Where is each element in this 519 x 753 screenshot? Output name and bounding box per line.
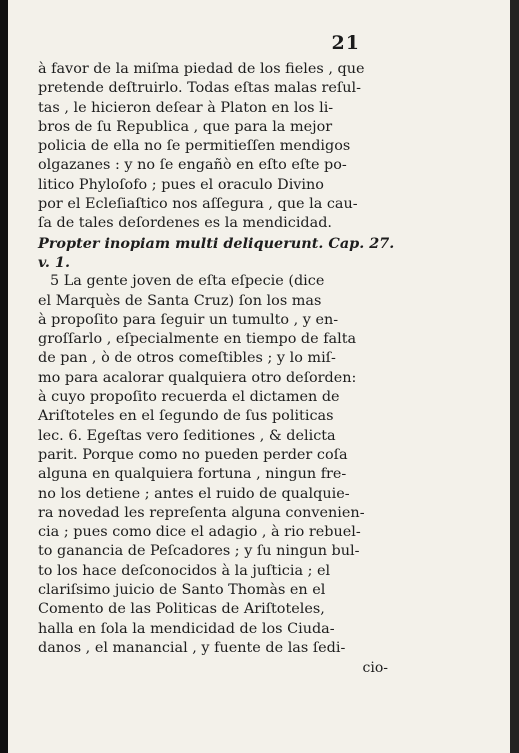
text-line: por el Ecleſiaſtico nos aſſegura , que la cau- (38, 196, 358, 213)
text-line: no los detiene ; antes el ruido de qualquie- (38, 485, 350, 502)
text-line: to ganancia de Peſcadores ; y ſu ningun bul- (38, 543, 360, 560)
text-line: bros de ſu Republica , que para la mejor (38, 118, 333, 135)
text-line: danos , el manancial , y fuente de las ſedi- (38, 639, 346, 656)
text-line: à cuyo propoſito recuerda el dictamen de (38, 389, 340, 406)
text-line: mo para acalorar qualquiera otro deſorden: (38, 369, 357, 386)
latin-quote-line: Propter inopiam multi deliquerunt. Cap. 27. (38, 234, 395, 252)
text-line: litico Phyloſofo ; pues el oraculo Divino (38, 176, 324, 193)
text-line: clariſsimo juicio de Santo Thomàs en el (38, 582, 326, 599)
page-number: 21 (331, 32, 360, 54)
text-line: ra novedad les repreſenta alguna convenien- (38, 504, 365, 521)
catchword: cio- (362, 660, 388, 676)
text-line: à propoſito para ſeguir un tumulto , y en- (38, 311, 339, 328)
text-line: to los hace deſconocidos à la juſticia ; el (38, 562, 331, 579)
text-line: Comento de las Politicas de Ariſtoteles, (38, 601, 325, 618)
book-page (8, 0, 510, 753)
text-line: olgazanes : y no ſe engañò en eſto eſte po- (38, 157, 347, 174)
text-line: halla en ſola la mendicidad de los Ciuda- (38, 620, 335, 637)
text-line: lec. 6. Egeſtas vero ſeditiones , & delicta (38, 427, 336, 444)
text-line: de pan , ò de otros comeſtibles ; y lo miſ- (38, 350, 336, 367)
text-line: alguna en qualquiera fortuna , ningun fre- (38, 466, 347, 483)
text-line: cia ; pues como dice el adagio , à rio rebuel- (38, 524, 361, 541)
text-line: ſa de tales deſordenes es la mendicidad. (38, 215, 333, 232)
latin-quote-line: v. 1. (38, 253, 70, 271)
text-line: Ariſtoteles en el ſegundo de ſus politicas (38, 408, 334, 425)
text-line: parit. Porque como no pueden perder coſa (38, 446, 348, 463)
text-line: groſſarlo , eſpecialmente en tiempo de falta (38, 331, 357, 348)
text-line: à favor de la miſma piedad de los fieles , que (38, 61, 365, 77)
text-line: policia de ella no ſe permitieſſen mendigos (38, 138, 351, 155)
text-line: tas , le hicieron deſear à Platon en los li- (38, 99, 334, 116)
text-line: pretende deſtruirlo. Todas eſtas malas reſul- (38, 80, 361, 97)
body-text (38, 60, 406, 658)
book-fore-edge (510, 0, 519, 753)
paragraph-5-start: 5 La gente joven de eſta eſpecie (dice (50, 273, 325, 290)
text-line: el Marquès de Santa Cruz) ſon los mas (38, 292, 322, 309)
book-gutter (0, 0, 8, 753)
